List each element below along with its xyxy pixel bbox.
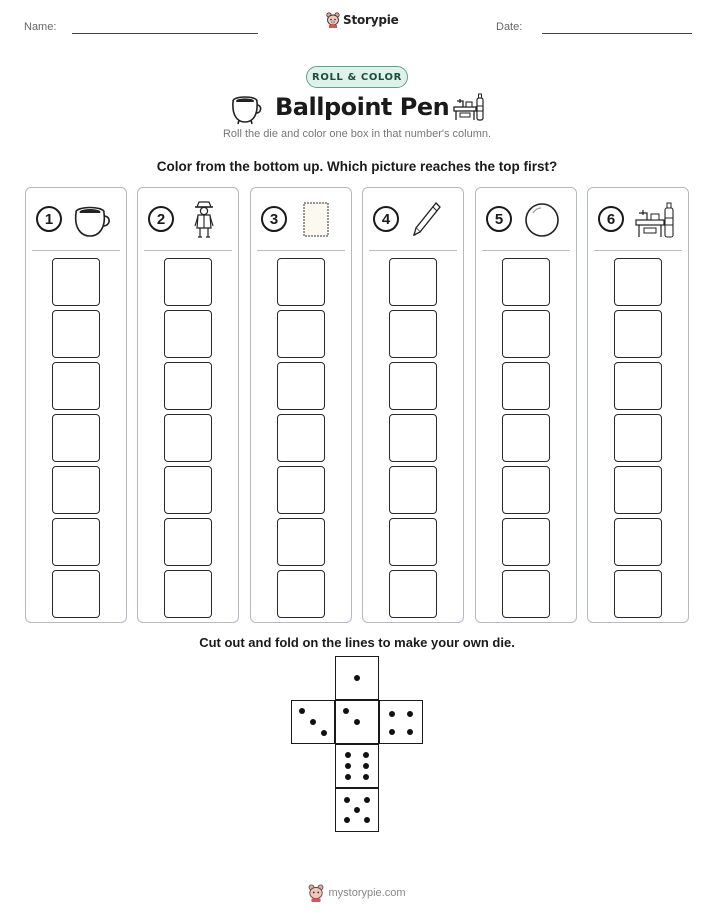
column-number: 5 [486,206,512,232]
workbench-icon [632,200,676,240]
bear-mascot-icon [326,12,340,28]
worksheet-header [0,0,714,48]
color-box[interactable] [502,310,550,358]
column-header [251,188,351,250]
color-box[interactable] [277,518,325,566]
color-box[interactable] [164,466,212,514]
die-pip [354,719,360,725]
die-pip [364,797,370,803]
color-box[interactable] [502,362,550,410]
die-pip [354,807,360,813]
title-row [0,90,714,130]
color-box[interactable] [52,518,100,566]
color-box[interactable] [502,466,550,514]
color-box[interactable] [277,466,325,514]
column-divider [257,250,345,251]
die-pip [343,708,349,714]
color-box[interactable] [389,310,437,358]
name-label: Name: [24,21,57,33]
circle-ball-icon [520,200,564,240]
color-box[interactable] [277,570,325,618]
color-box[interactable] [164,570,212,618]
pot-icon [229,93,263,125]
color-box[interactable] [389,518,437,566]
activity-tag: ROLL & COLOR [306,66,408,88]
column-4 [362,187,464,623]
color-box[interactable] [52,362,100,410]
footer-url[interactable]: mystorypie.com [328,887,406,899]
die-pip [407,729,413,735]
die-pip [299,708,305,714]
die-face-6 [335,744,379,788]
date-field-line[interactable] [542,33,692,34]
die-pip [321,730,327,736]
color-box[interactable] [389,258,437,306]
color-box[interactable] [389,414,437,462]
column-divider [32,250,120,251]
column-header [476,188,576,250]
subtitle: Roll the die and color one box in that number's column. [222,128,492,140]
color-box[interactable] [277,310,325,358]
color-box[interactable] [164,414,212,462]
die-pip [389,729,395,735]
color-box[interactable] [52,570,100,618]
die-face-4 [379,700,423,744]
paper-sheet-icon [295,200,339,240]
color-box[interactable] [164,518,212,566]
pot-icon [70,200,114,240]
page-title: Ballpoint Pen [275,93,450,121]
column-header [363,188,463,250]
die-face-5 [335,788,379,832]
color-box[interactable] [614,310,662,358]
color-box[interactable] [52,258,100,306]
die-pip [364,817,370,823]
column-header [138,188,238,250]
man-in-hat-icon [182,200,226,240]
die-pip [354,675,360,681]
color-box[interactable] [502,258,550,306]
pen-icon [407,200,451,240]
column-divider [482,250,570,251]
column-6 [587,187,689,623]
color-box[interactable] [277,258,325,306]
die-pip [345,752,351,758]
color-box[interactable] [614,362,662,410]
column-3 [250,187,352,623]
column-divider [369,250,457,251]
brand-name: Storypie [343,13,399,27]
column-divider [144,250,232,251]
color-box[interactable] [389,362,437,410]
color-box[interactable] [502,414,550,462]
color-box[interactable] [52,310,100,358]
die-face-1 [335,656,379,700]
die-pip [344,797,350,803]
color-box[interactable] [614,258,662,306]
color-box[interactable] [389,570,437,618]
column-1 [25,187,127,623]
column-number: 4 [373,206,399,232]
column-header [588,188,688,250]
brand-logo [326,12,399,28]
color-box[interactable] [164,362,212,410]
color-box[interactable] [52,414,100,462]
die-pip [407,711,413,717]
column-number: 3 [261,206,287,232]
color-box[interactable] [164,310,212,358]
column-header [26,188,126,250]
workbench-icon [451,92,485,122]
die-pip [389,711,395,717]
name-field-line[interactable] [72,33,258,34]
date-label: Date: [496,21,523,33]
column-divider [594,250,682,251]
die-face-2 [335,700,379,744]
bear-mascot-icon [308,884,324,902]
color-box[interactable] [614,466,662,514]
color-box[interactable] [164,258,212,306]
die-pip [363,774,369,780]
color-box[interactable] [614,570,662,618]
column-2 [137,187,239,623]
die-pip [345,763,351,769]
color-box[interactable] [502,570,550,618]
color-box[interactable] [614,414,662,462]
column-number: 2 [148,206,174,232]
color-box[interactable] [52,466,100,514]
die-pip [344,817,350,823]
page-footer [0,884,714,902]
die-pip [345,774,351,780]
die-face-3 [291,700,335,744]
cut-out-instruction: Cut out and fold on the lines to make your own die. [199,635,515,650]
color-box[interactable] [277,414,325,462]
die-pip [363,752,369,758]
die-pip [310,719,316,725]
column-5 [475,187,577,623]
color-box[interactable] [502,518,550,566]
color-box[interactable] [277,362,325,410]
color-box[interactable] [389,466,437,514]
color-box[interactable] [614,518,662,566]
instruction-text: Color from the bottom up. Which picture reaches the top first? [156,159,558,174]
column-number: 6 [598,206,624,232]
column-number: 1 [36,206,62,232]
die-pip [363,763,369,769]
